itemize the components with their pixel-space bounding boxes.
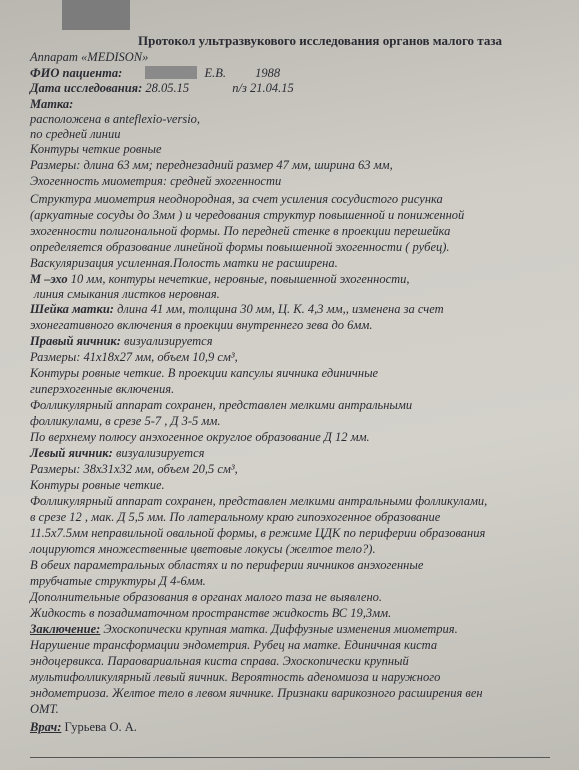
right-ovary-line-1: Размеры: 41х18х27 мм, объем 10,9 см³,	[30, 350, 238, 364]
apparatus-line: Аппарат «MEDISON»	[30, 50, 149, 64]
exam-label: Дата исследования:	[30, 81, 143, 95]
right-ovary-line-4: Фолликулярный аппарат сохранен, представлен мелкими антральными	[30, 398, 413, 412]
m-echo-line-2: линия смыкания листков неровная.	[34, 287, 220, 301]
uterus-line-2: по средней линии	[30, 127, 121, 141]
exam-lmp: п/з 21.04.15	[232, 81, 294, 95]
right-ovary-label: Правый яичник:	[30, 334, 121, 348]
patient-year: 1988	[255, 66, 281, 80]
patient-line	[30, 66, 280, 81]
left-ovary-line-7: В обеих параметральных областях и по периферии яичников анэхогенные	[30, 558, 424, 572]
exam-line	[30, 81, 294, 96]
left-ovary-line-6: лоцируются множественные цветовые локусы (желтое тело?).	[30, 542, 376, 556]
right-ovary-line-3: гиперэхогенные включения.	[30, 382, 175, 396]
m-echo-line	[30, 272, 410, 287]
conclusion-text: Эхоскопически крупная матка. Диффузные изменения миометрия.	[103, 622, 458, 636]
cervix-text: длина 41 мм, толщина 30 мм, Ц. К. 4,3 мм,, изменена за счет	[117, 302, 444, 316]
bottom-rule	[30, 757, 550, 758]
conclusion-line-5: ОМТ.	[30, 702, 59, 716]
conclusion-line-1: Нарушение трансформации эндометрия. Рубец на матке. Единичная киста	[30, 638, 438, 652]
cervix-line	[30, 302, 444, 317]
conclusion-line-2: эндоцервикса. Параовариальная киста справа. Эхоскопически крупный	[30, 654, 409, 668]
uterus-line-6: Структура миометрия неоднородная, за счет усиления сосудистого рисунка	[30, 192, 443, 206]
uterus-line-7: (аркуатные сосуды до 3мм ) и чередования структур повышенной и пониженной	[30, 208, 465, 222]
doctor-label: Врач:	[30, 720, 62, 734]
conclusion-label: Заключение:	[30, 622, 101, 636]
patient-initials: Е.В.	[204, 66, 227, 80]
patient-label: ФИО пациента:	[30, 66, 123, 80]
left-ovary-line-5: 11.5х7.5мм неправильной овальной формы, в режиме ЦДК по периферии образования	[30, 526, 486, 540]
right-ovary-line	[30, 334, 213, 349]
right-ovary-line-6: По верхнему полюсу анэхогенное округлое образование Д 12 мм.	[30, 430, 370, 444]
conclusion-line	[30, 622, 458, 637]
left-ovary-text: визуализируется	[115, 446, 205, 460]
left-ovary-line-4: в срезе 12 , мак. Д 5,5 мм. По латеральному краю гипоэхогенное образование	[30, 510, 441, 524]
left-ovary-line	[30, 446, 204, 461]
uterus-line-10: Васкуляризация усиленная.Полость матки не расширена.	[30, 256, 338, 270]
doctor-name: Гурьева О. А.	[64, 720, 137, 734]
left-ovary-line-9: Дополнительные образования в органах малого таза не выявлено.	[30, 590, 383, 604]
left-ovary-line-10: Жидкость в позадиматочном пространстве жидкость ВС 19,3мм.	[30, 606, 392, 620]
patient-name-redaction	[145, 66, 197, 79]
uterus-heading: Матка:	[30, 97, 74, 111]
right-ovary-line-2: Контуры ровные четкие. В проекции капсулы яичника единичные	[30, 366, 379, 380]
uterus-line-8: эхогенности полигональной формы. По передней стенке в проекции перешейка	[30, 224, 451, 238]
left-ovary-line-2: Контуры ровные четкие.	[30, 478, 165, 492]
cervix-line-2: эхонегативного включения в проекции внутреннего зева до 6мм.	[30, 318, 373, 332]
left-ovary-line-8: трубчатые структуры Д 4-6мм.	[30, 574, 206, 588]
left-ovary-label: Левый яичник:	[30, 446, 113, 460]
right-ovary-text: визуализируется	[124, 334, 213, 348]
conclusion-line-3: мультифолликулярный левый яичник. Вероятность аденомиоза и наружного	[30, 670, 441, 684]
m-echo-text: 10 мм, контуры нечеткие, неровные, повышенной эхогенности,	[70, 272, 410, 286]
uterus-line-4: Размеры: длина 63 мм; переднезадний размер 47 мм, ширина 63 мм,	[30, 158, 393, 172]
exam-date: 28.05.15	[145, 81, 190, 95]
document-title: Протокол ультразвукового исследования органов малого таза	[138, 33, 503, 48]
cervix-label: Шейка матки:	[30, 302, 114, 316]
right-ovary-line-5: фолликулами, в срезе 5-7 , Д 3-5 мм.	[30, 414, 221, 428]
uterus-line-3: Контуры четкие ровные	[30, 142, 162, 156]
m-echo-label: М –эхо	[30, 272, 68, 286]
conclusion-line-4: эндометриоза. Желтое тело в левом яичнике. Признаки варикозного расширения вен	[30, 686, 483, 700]
uterus-line-9: определяется образование линейной формы повышенной эхогенности ( рубец).	[30, 240, 450, 254]
uterus-line-5: Эхогенность миометрия: средней эхогенности	[30, 174, 282, 188]
uterus-line-1: расположена в anteflexio-versio,	[30, 112, 201, 126]
redaction-top	[62, 0, 130, 30]
left-ovary-line-1: Размеры: 38х31х32 мм, объем 20,5 см³,	[30, 462, 238, 476]
doctor-line	[30, 720, 137, 735]
left-ovary-line-3: Фолликулярный аппарат сохранен, представлен мелкими антральными фолликулами,	[30, 494, 488, 508]
